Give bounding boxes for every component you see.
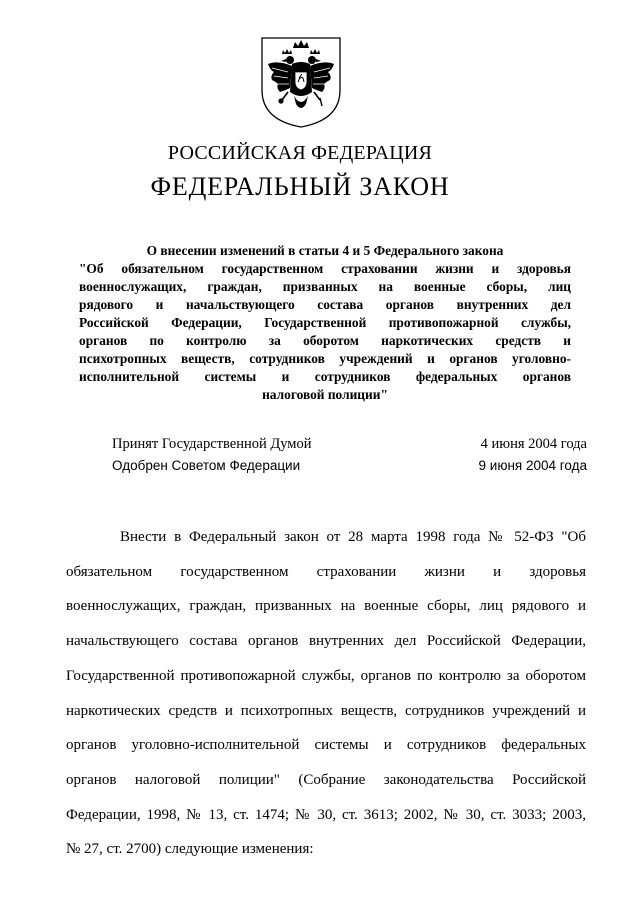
law-title-line: налоговой полиции"	[262, 387, 388, 402]
body-line: органов уголовно-исполнительной системы и сотрудников федеральных	[66, 737, 586, 754]
russian-coat-of-arms-icon	[258, 34, 344, 130]
law-title-line: исполнительной системы и сотрудников федеральных органов	[79, 369, 571, 384]
law-title-line: органов по контролю за оборотом наркотических средств и	[79, 333, 571, 348]
duma-adoption-date: 4 июня 2004 года	[480, 436, 587, 452]
law-title-line: рядового и начальствующего состава органов внутренних дел	[79, 297, 571, 312]
body-line: Внести в Федеральный закон от 28 марта 1998 года № 52-ФЗ "Об	[120, 529, 586, 545]
law-title-line: "Об обязательном государственном страховании жизни и здоровья	[79, 261, 571, 276]
law-title-line: военнослужащих, граждан, призванных на военные сборы, лиц	[79, 279, 571, 294]
body-paragraph	[66, 520, 586, 867]
document-type: ФЕДЕРАЛЬНЫЙ ЗАКОН	[150, 172, 450, 201]
council-approval-date: 9 июня 2004 года	[478, 458, 587, 473]
country-name: РОССИЙСКАЯ ФЕДЕРАЦИЯ	[167, 142, 433, 164]
body-line: Государственной противопожарной службы, органов по контролю за оборотом	[66, 667, 586, 684]
law-title	[79, 242, 571, 404]
law-title-line: психотропных веществ, сотрудников учреждений и органов уголовно-	[79, 351, 571, 366]
body-line: наркотических средств и психотропных веществ, сотрудников учреждений и	[66, 702, 586, 719]
body-line: военнослужащих, граждан, призванных на военные сборы, лиц рядового и	[66, 598, 586, 615]
law-title-line: О внесении изменений в статьи 4 и 5 Федерального закона	[146, 243, 504, 258]
body-line: № 27, ст. 2700) следующие изменения:	[66, 841, 314, 858]
duma-adoption-label: Принят Государственной Думой	[112, 436, 312, 452]
body-line: начальствующего состава органов внутренних дел Российской Федерации,	[66, 633, 586, 650]
body-line: органов налоговой полиции" (Собрание законодательства Российской	[66, 771, 586, 788]
council-approval-label: Одобрен Советом Федерации	[112, 458, 301, 473]
body-line: обязательном государственном страховании жизни и здоровья	[66, 563, 586, 580]
body-line: Федерации, 1998, № 13, ст. 1474; № 30, ст. 3613; 2002, № 30, ст. 3033; 2003,	[66, 806, 586, 823]
law-title-line: Российской Федерации, Государственной противопожарной службы,	[79, 315, 571, 330]
